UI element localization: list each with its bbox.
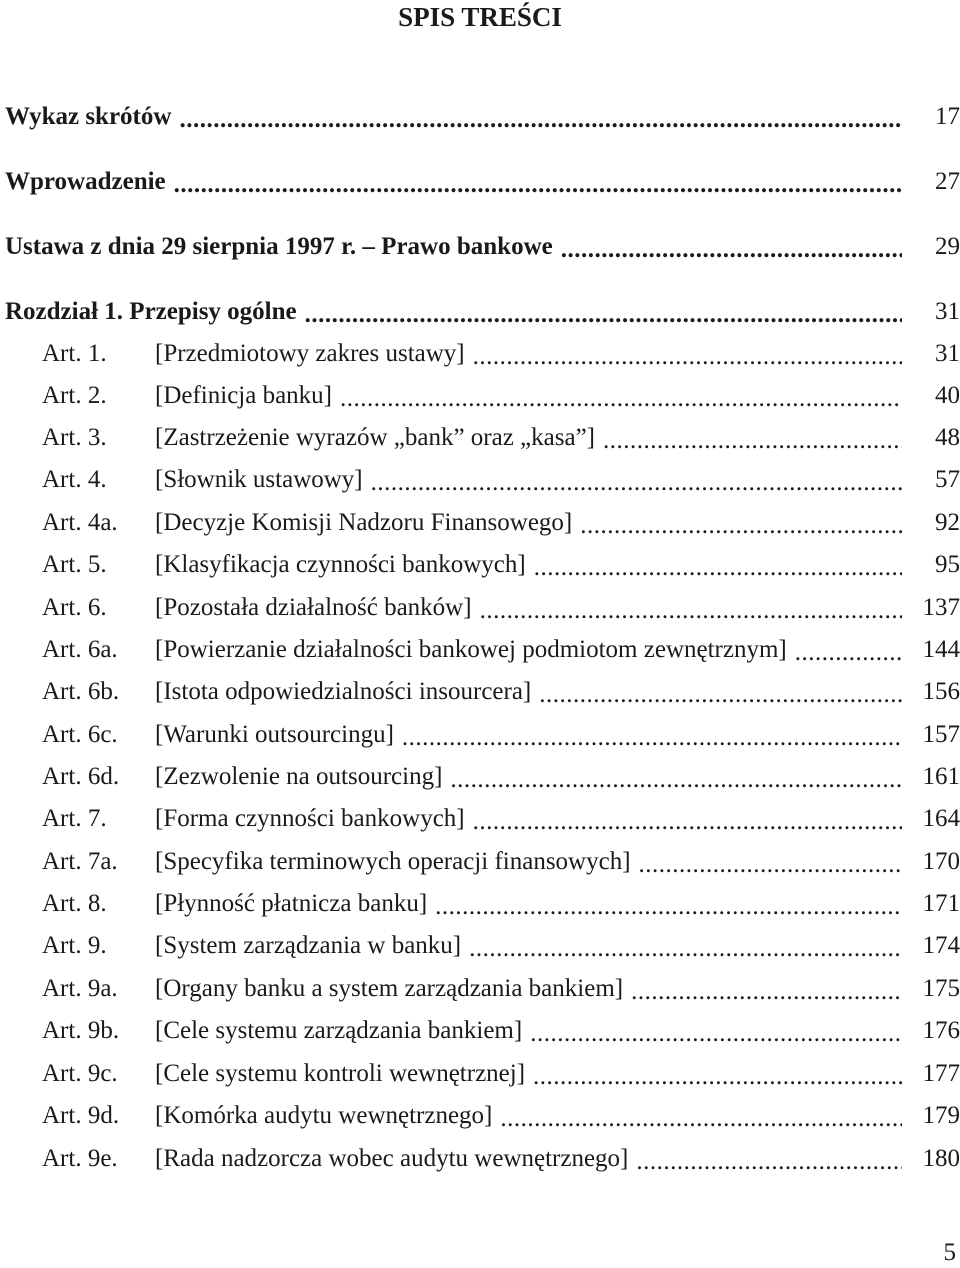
article-page: 176 — [922, 1017, 960, 1044]
article-page: 161 — [922, 763, 960, 790]
article-page: 137 — [922, 594, 960, 621]
article-number: Art. 9d. — [42, 1102, 120, 1129]
toc-article-row[interactable] — [42, 760, 960, 794]
toc-article-row[interactable] — [42, 1057, 960, 1091]
article-page: 171 — [922, 890, 960, 917]
article-page: 179 — [922, 1102, 960, 1129]
article-number: Art. 6a. — [42, 636, 118, 663]
article-number: Art. 6b. — [42, 678, 120, 705]
article-page: 144 — [922, 636, 960, 663]
article-number: Art. 4a. — [42, 509, 118, 536]
article-page: 170 — [922, 848, 960, 875]
toc-article-row[interactable] — [42, 802, 960, 836]
toc-article-row[interactable] — [42, 887, 960, 921]
dot-leader — [480, 597, 902, 625]
toc-entry-page: 27 — [935, 168, 960, 195]
article-title: [System zarządzania w banku] — [155, 932, 462, 959]
article-title: [Cele systemu kontroli wewnętrznej] — [155, 1060, 526, 1087]
dot-leader — [435, 893, 902, 921]
dot-leader — [580, 512, 902, 540]
toc-article-row[interactable] — [42, 463, 960, 497]
toc-article-row[interactable] — [42, 845, 960, 879]
dot-leader — [305, 301, 902, 329]
dot-leader — [174, 171, 902, 199]
toc-article-row[interactable] — [42, 972, 960, 1006]
dot-leader — [179, 106, 902, 134]
article-page: 48 — [935, 424, 960, 451]
article-title: [Organy banku a system zarządzania bankiem] — [155, 975, 624, 1002]
article-number: Art. 1. — [42, 340, 107, 367]
dot-leader — [631, 978, 902, 1006]
article-title: [Pozostała działalność banków] — [155, 594, 472, 621]
article-page: 157 — [922, 721, 960, 748]
dot-leader — [530, 1020, 902, 1048]
article-title: [Specyfika terminowych operacji finansowych] — [155, 848, 631, 875]
article-number: Art. 6c. — [42, 721, 118, 748]
article-title: [Decyzje Komisji Nadzoru Finansowego] — [155, 509, 573, 536]
article-number: Art. 9e. — [42, 1145, 118, 1172]
article-page: 92 — [935, 509, 960, 536]
article-page: 156 — [922, 678, 960, 705]
toc-entry-label: Rozdział 1. Przepisy ogólne — [5, 298, 297, 325]
toc-article-row[interactable] — [42, 633, 960, 667]
toc-entry-wprowadzenie[interactable] — [5, 165, 960, 199]
toc-article-row[interactable] — [42, 675, 960, 709]
article-title: [Zastrzeżenie wyrazów „bank” oraz „kasa”] — [155, 424, 595, 451]
dot-leader — [473, 808, 902, 836]
toc-article-row[interactable] — [42, 506, 960, 540]
toc-article-row[interactable] — [42, 591, 960, 625]
toc-entry-page: 29 — [935, 233, 960, 260]
article-number: Art. 6d. — [42, 763, 120, 790]
dot-leader — [371, 469, 902, 497]
toc-entry-ustawa[interactable] — [5, 230, 960, 264]
article-title: [Zezwolenie na outsourcing] — [155, 763, 443, 790]
dot-leader — [450, 766, 902, 794]
article-number: Art. 9. — [42, 932, 107, 959]
toc-entry-page: 31 — [935, 298, 960, 325]
article-title: [Forma czynności bankowych] — [155, 805, 465, 832]
article-number: Art. 2. — [42, 382, 107, 409]
page-title: SPIS TREŚCI — [398, 2, 562, 32]
article-page: 175 — [922, 975, 960, 1002]
article-page: 177 — [922, 1060, 960, 1087]
toc-article-row[interactable] — [42, 379, 960, 413]
article-title: [Płynność płatnicza banku] — [155, 890, 428, 917]
toc-article-row[interactable] — [42, 718, 960, 752]
article-number: Art. 9c. — [42, 1060, 118, 1087]
article-title: [Rada nadzorcza wobec audytu wewnętrznego] — [155, 1145, 629, 1172]
toc-entry-label: Wykaz skrótów — [5, 103, 172, 130]
article-number: Art. 9a. — [42, 975, 118, 1002]
dot-leader — [469, 935, 902, 963]
article-title: [Definicja banku] — [155, 382, 333, 409]
article-title: [Przedmiotowy zakres ustawy] — [155, 340, 465, 367]
dot-leader — [402, 724, 902, 752]
toc-article-row[interactable] — [42, 1099, 960, 1133]
toc-article-row[interactable] — [42, 1014, 960, 1048]
dot-leader — [500, 1105, 902, 1133]
toc-entry-label: Ustawa z dnia 29 sierpnia 1997 r. – Prawo bankowe — [5, 233, 553, 260]
article-title: [Warunki outsourcingu] — [155, 721, 394, 748]
article-title: [Cele systemu zarządzania bankiem] — [155, 1017, 523, 1044]
article-page: 31 — [935, 340, 960, 367]
article-number: Art. 4. — [42, 466, 107, 493]
toc-entry-rozdzial-1[interactable] — [5, 295, 960, 329]
article-number: Art. 7a. — [42, 848, 118, 875]
article-title: [Komórka audytu wewnętrznego] — [155, 1102, 493, 1129]
toc-entry-wykaz-skrotow[interactable] — [5, 100, 960, 134]
dot-leader — [539, 681, 902, 709]
article-page: 57 — [935, 466, 960, 493]
article-title: [Powierzanie działalności bankowej podmiotom zewnętrznym] — [155, 636, 787, 663]
article-number: Art. 8. — [42, 890, 107, 917]
article-title: [Istota odpowiedzialności insourcera] — [155, 678, 532, 705]
toc-entry-page: 17 — [935, 103, 960, 130]
article-number: Art. 9b. — [42, 1017, 120, 1044]
article-title: [Klasyfikacja czynności bankowych] — [155, 551, 526, 578]
toc-article-row[interactable] — [42, 1142, 960, 1176]
article-page: 180 — [922, 1145, 960, 1172]
dot-leader — [473, 343, 902, 371]
dot-leader — [561, 236, 902, 264]
dot-leader — [340, 385, 902, 413]
article-page: 174 — [922, 932, 960, 959]
article-page: 95 — [935, 551, 960, 578]
article-number: Art. 6. — [42, 594, 107, 621]
article-page: 164 — [922, 805, 960, 832]
dot-leader — [636, 1148, 902, 1176]
article-page: 40 — [935, 382, 960, 409]
dot-leader — [533, 1063, 902, 1091]
article-number: Art. 3. — [42, 424, 107, 451]
article-number: Art. 7. — [42, 805, 107, 832]
dot-leader — [795, 639, 902, 667]
toc-article-row[interactable] — [42, 548, 960, 582]
toc-article-row[interactable] — [42, 337, 960, 371]
toc-entry-label: Wprowadzenie — [5, 168, 166, 195]
dot-leader — [534, 554, 902, 582]
toc-article-row[interactable] — [42, 929, 960, 963]
dot-leader — [639, 851, 902, 879]
page-number: 5 — [943, 1239, 956, 1266]
toc-article-row[interactable] — [42, 421, 960, 455]
dot-leader — [603, 427, 902, 455]
article-number: Art. 5. — [42, 551, 107, 578]
article-title: [Słownik ustawowy] — [155, 466, 363, 493]
